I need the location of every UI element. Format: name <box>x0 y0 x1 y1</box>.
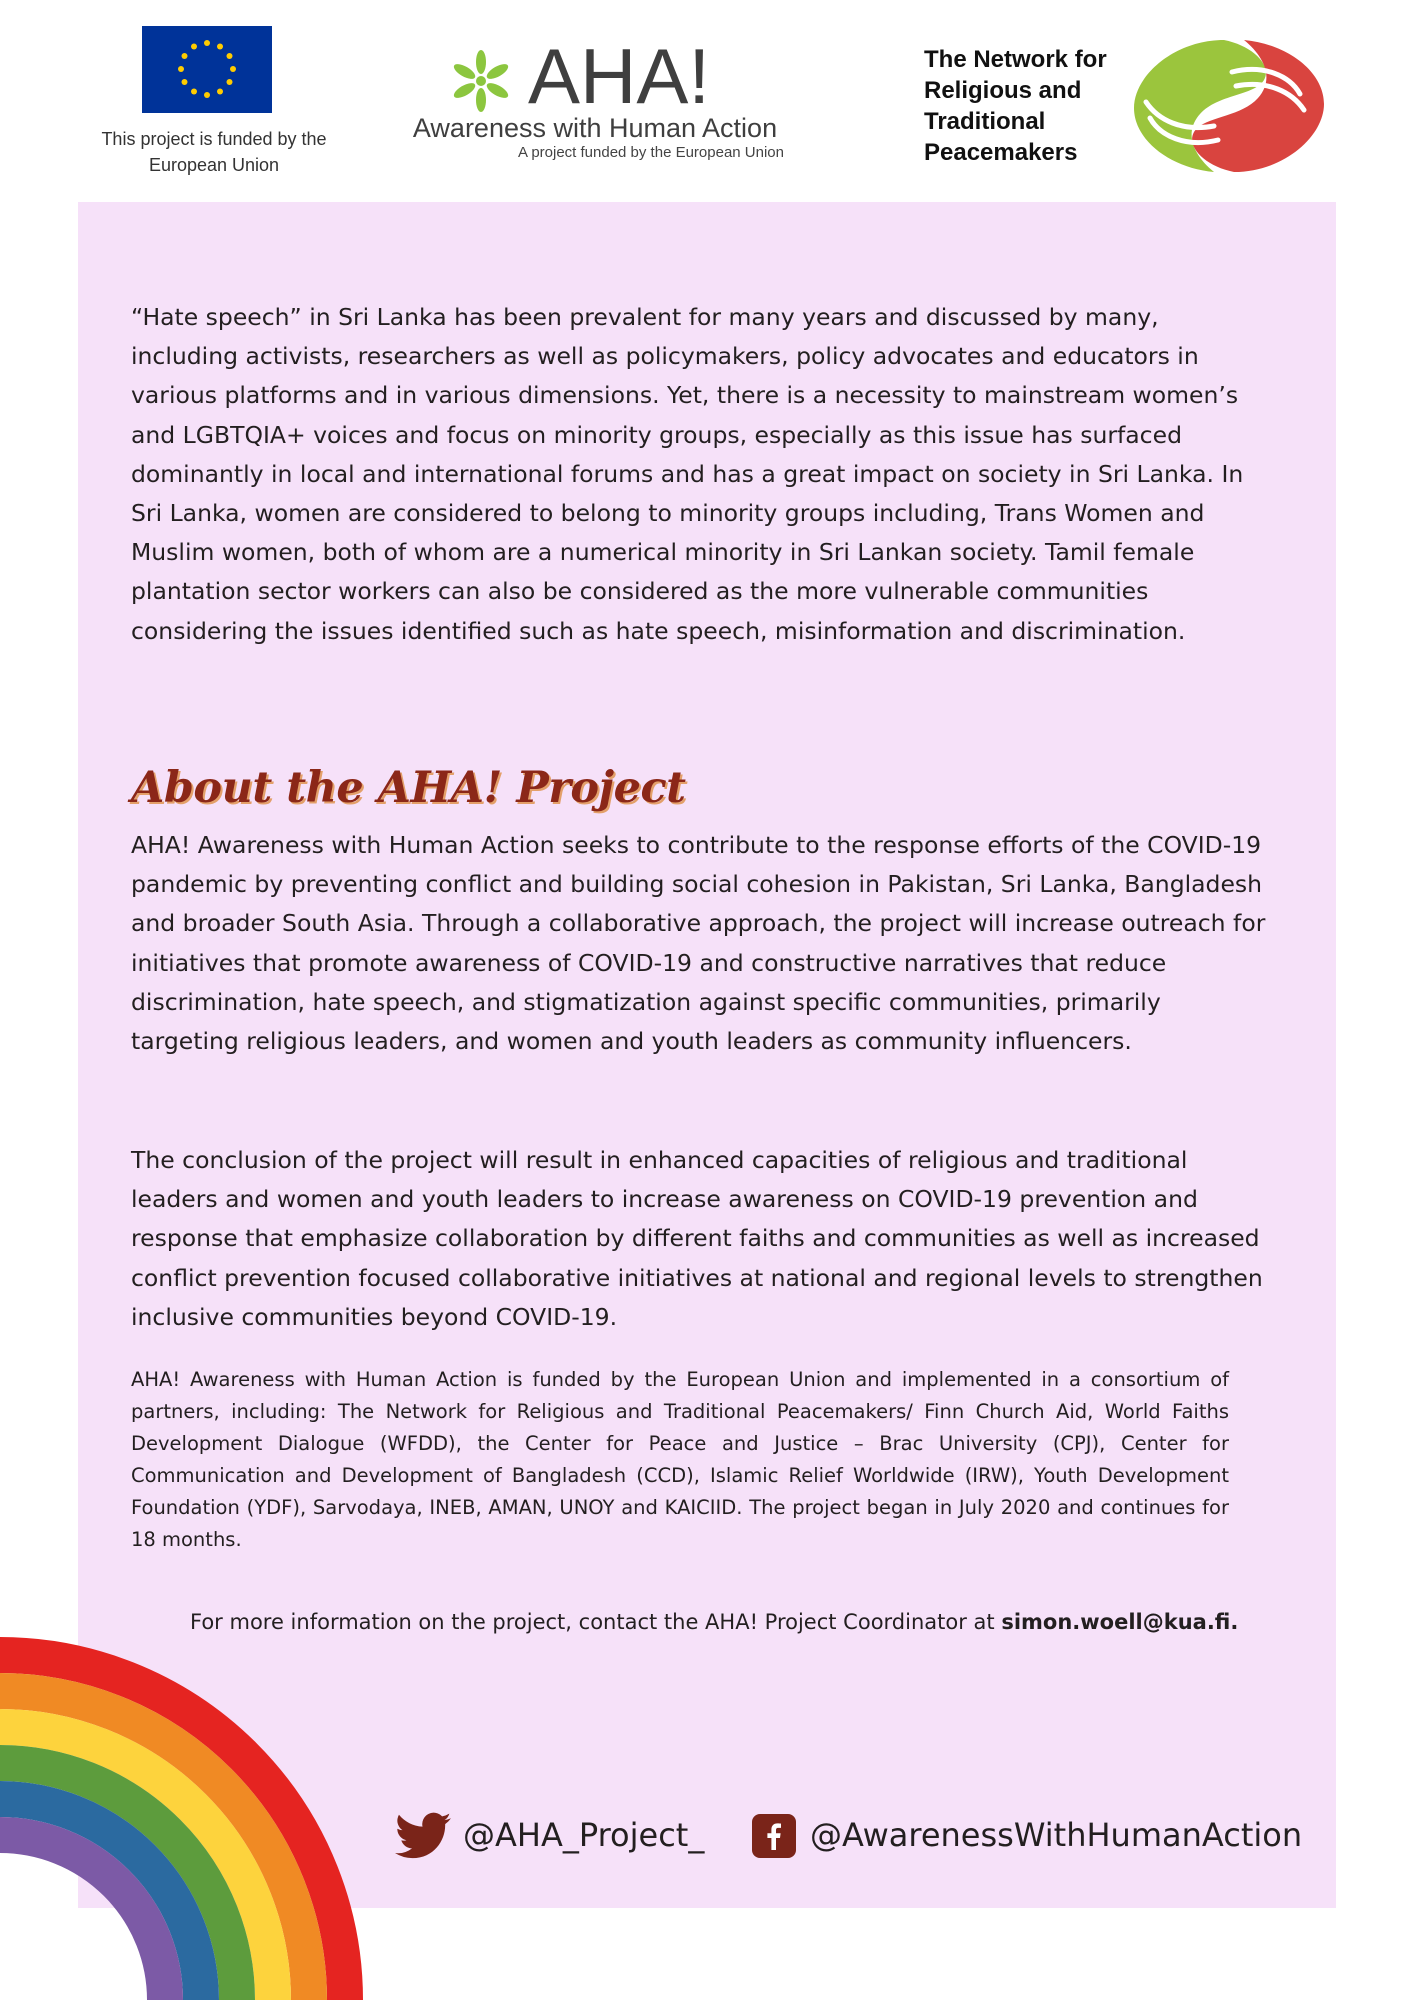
twitter-link[interactable] <box>395 1808 705 1864</box>
about-paragraph-1: AHA! Awareness with Human Action seeks to contribute to the response efforts of the COVID-19 pandemic by preventing conflict and building social cohesion in Pakistan, Sri Lanka, Bangladesh and broader South Asia. Through a collaborative approach, the project will increase outreach for initiatives that promote awareness of COVID-19 and constructive narratives that reduce discrimination, hate speech, and stigmatization against specific communities, primarily targeting religious leaders, and women and youth leaders as community influencers. <box>131 831 1266 1056</box>
funding-note: AHA! Awareness with Human Action is funded by the European Union and implemented in a consortium of partners, including: The Network for Religious and Traditional Peacemakers/ Finn Church Aid, World Faiths Development Dialogue (WFDD), the Center for Peace and Justice – Brac University (CPJ), Center for Communication and Development of Bangladesh (CCD), Islamic Relief Worldwide (IRW), Youth Development Foundation (YDF), Sarvodaya, INEB, AMAN, UNOY and KAICIID. The project began in July 2020 and continues for 18 months. <box>131 1368 1229 1551</box>
network-logo <box>924 36 1344 176</box>
twitter-bird-icon <box>395 1812 451 1860</box>
contact-text: For more information on the project, contact the AHA! Project Coordinator at <box>190 1610 1002 1634</box>
facebook-icon <box>752 1814 796 1858</box>
aha-wordmark: AHA! <box>528 32 711 120</box>
asterisk-person-icon <box>448 48 514 114</box>
aha-tagline: Awareness with Human Action <box>412 113 778 143</box>
facebook-handle: @AwarenessWithHumanAction <box>810 1816 1303 1854</box>
header <box>0 0 1414 200</box>
aha-subtagline: A project funded by the European Union <box>517 144 784 161</box>
intro-paragraph: “Hate speech” in Sri Lanka has been prevalent for many years and discussed by many, including activists, researchers as well as policymakers, policy advocates and educators in various platforms and in various dimensions. Yet, there is a necessity to mainstream women’s and LGBTQIA+ voices and focus on minority groups, especially as this issue has surfaced dominantly in local and international forums and has a great impact on society in Sri Lanka. In Sri Lanka, women are considered to belong to minority groups including, Trans Women and Muslim women, both of whom are a numerical minority in Sri Lankan society. Tamil female plantation sector workers can also be considered as the more vulnerable communities considering the issues identified such as hate speech, misinformation and discrimination. <box>131 303 1244 645</box>
about-heading: About the AHA! Project <box>131 763 686 813</box>
rainbow-decoration <box>0 1570 385 2000</box>
contact-email-link[interactable]: simon.woell@kua.fi. <box>1001 1610 1239 1634</box>
eu-flag-icon <box>142 26 272 113</box>
twitter-handle: @AHA_Project_ <box>463 1816 705 1854</box>
network-name: The Network for Religious and Traditional Peacemakers <box>924 46 1107 166</box>
aha-logo <box>400 32 790 166</box>
eu-funding-caption: This project is funded by the European Union <box>101 129 327 175</box>
facebook-link[interactable] <box>752 1808 1303 1864</box>
hands-logo-icon <box>1114 36 1334 176</box>
about-paragraph-2: The conclusion of the project will result in enhanced capacities of religious and traditional leaders and women and youth leaders to increase awareness on COVID-19 prevention and response that emphasize collaboration by different faiths and communities as well as increased conflict prevention focused collaborative initiatives at national and regional levels to strengthen inclusive communities beyond COVID-19. <box>131 1146 1263 1331</box>
